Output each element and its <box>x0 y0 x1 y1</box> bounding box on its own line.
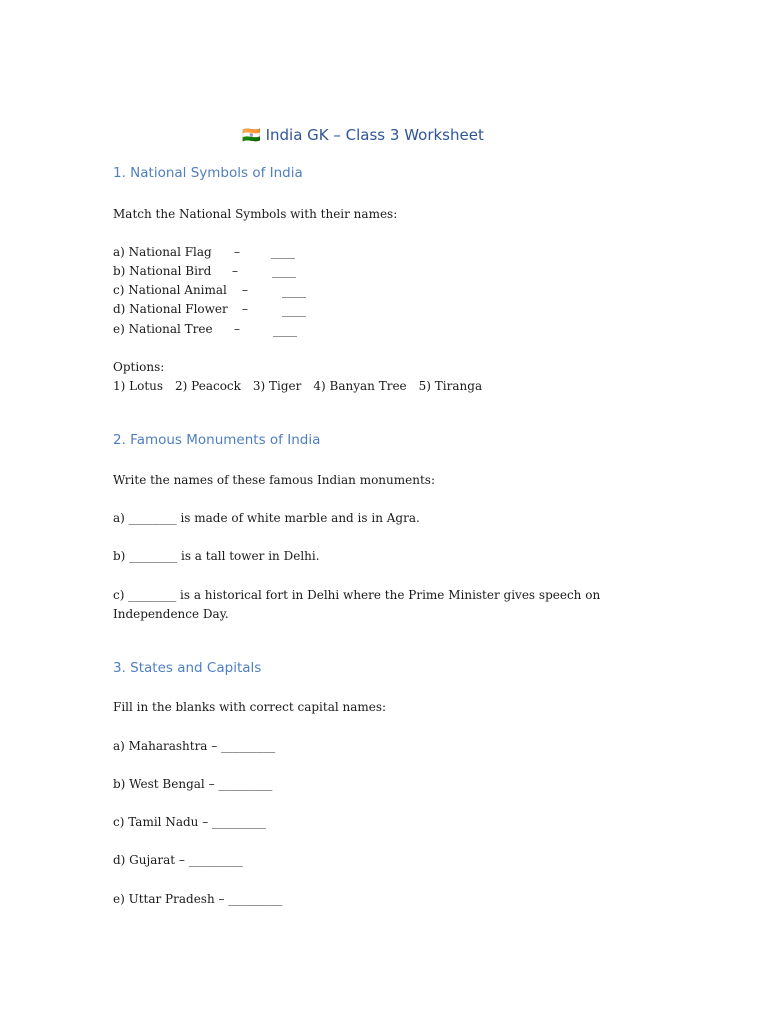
capital-question-e: e) Uttar Pradesh – _________ <box>113 892 283 906</box>
section2-instruction: Write the names of these famous Indian monuments: <box>113 473 435 487</box>
options-list <box>113 377 494 396</box>
section-heading-monuments: 2. Famous Monuments of India <box>113 432 321 448</box>
match-label: a) National Flag <box>113 245 212 259</box>
monument-question-c-line2: Independence Day. <box>113 607 229 621</box>
monument-question-a: a) ________ is made of white marble and is in Agra. <box>113 511 420 525</box>
match-dash: – <box>234 322 240 336</box>
options-label: Options: <box>113 360 165 374</box>
match-dash: – <box>234 245 240 259</box>
monument-question-b: b) ________ is a tall tower in Delhi. <box>113 549 320 563</box>
match-dash: – <box>242 283 248 297</box>
capital-question-c: c) Tamil Nadu – _________ <box>113 815 267 829</box>
match-blank: ____ <box>273 323 297 337</box>
option-item: 1) Lotus <box>113 379 164 393</box>
match-blank: ____ <box>282 303 306 317</box>
option-item: 3) Tiger <box>252 379 302 393</box>
match-label: d) National Flower <box>113 302 228 316</box>
option-item: 2) Peacock <box>175 379 241 393</box>
match-label: c) National Animal <box>113 283 227 297</box>
match-blank: ____ <box>272 264 296 278</box>
capital-question-b: b) West Bengal – _________ <box>113 777 273 791</box>
worksheet-title: 🇮🇳 India GK – Class 3 Worksheet <box>242 126 484 144</box>
capital-question-d: d) Gujarat – _________ <box>113 853 243 867</box>
match-dash: – <box>232 264 238 278</box>
option-item: 5) Tiranga <box>418 379 483 393</box>
match-blank: ____ <box>271 245 295 259</box>
match-label: b) National Bird <box>113 264 212 278</box>
monument-question-c-line1: c) ________ is a historical fort in Delhi where the Prime Minister gives speech on <box>113 588 601 602</box>
capital-question-a: a) Maharashtra – _________ <box>113 739 276 753</box>
match-blank: ____ <box>282 284 306 298</box>
section3-instruction: Fill in the blanks with correct capital names: <box>113 700 387 714</box>
section-heading-national-symbols: 1. National Symbols of India <box>113 165 303 181</box>
match-dash: – <box>242 302 248 316</box>
option-item: 4) Banyan Tree <box>313 379 407 393</box>
match-label: e) National Tree <box>113 322 213 336</box>
section1-instruction: Match the National Symbols with their names: <box>113 207 398 221</box>
section-heading-states-capitals: 3. States and Capitals <box>113 660 262 676</box>
